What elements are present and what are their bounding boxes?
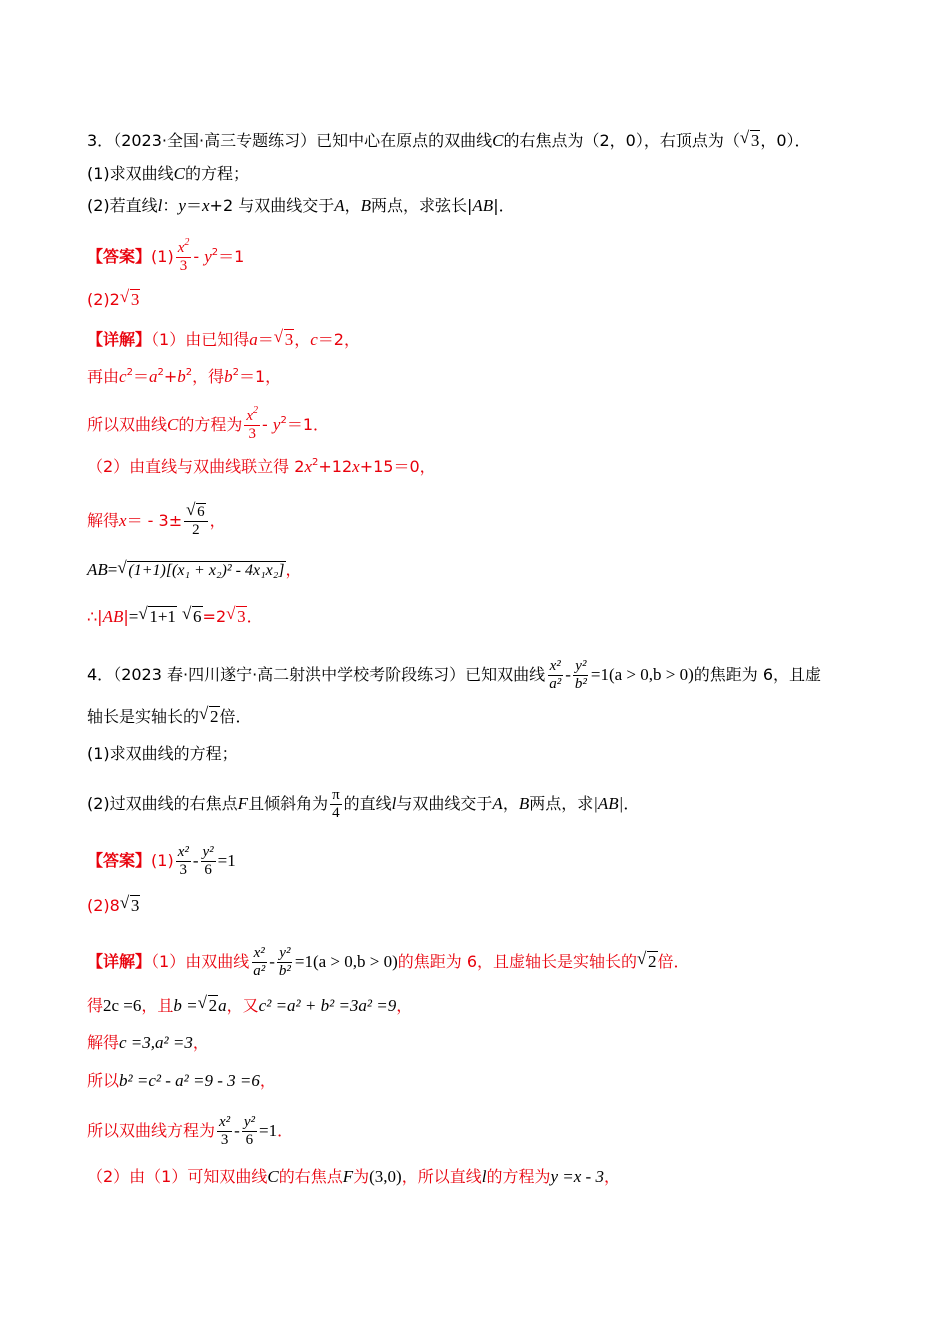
problem-number: 3． [87,131,114,150]
p4-answer-1: 【答案】(1) $\frac{\text{x²}}{3}$ - $\frac{\text{y²}}{6}$ =1 [87,844,236,878]
p3-detail-3: 所以双曲线C的方程为 $\frac{x^2}{3}$ - $y^2=1$． [87,405,330,442]
problem-source: （2023·全国·高三专题练习） [113,131,317,150]
p3-detail-1: 【详解】（1）由已知得a＝ √ 3，c＝2， [87,327,360,349]
p4-detail-4: 所以b² =c² - a² =9 - 3 =6， [87,1071,276,1090]
answer-tag: 【答案】 [87,851,152,870]
p3-detail-5: 解得x＝ - 3± √ 6 2 ， [87,500,226,538]
sqrt-3: √ 3 [739,128,760,150]
p4-detail-6: （2）由（1）可知双曲线C的右焦点F为(3,0)，所以直线l的方程为y =x - 3， [87,1167,620,1186]
p4-stem: 4．（2023 春·四川遂宁·高二射洪中学校考阶段练习）已知双曲线 $\frac{\text{x²}}{\text{a²}}$ - $\frac{\text{y²}}{\text{b²}}$ =1(a > 0,b > 0)的焦距为 6，且虚 [87,658,822,692]
p4-detail-1: 【详解】（1）由双曲线 $\frac{\text{x²}}{\text{a²}}$ - $\frac{\text{y²}}{\text{b²}}$ =1(a > 0,b > 0)的焦距为 6，且虚轴长是实轴长的 √ 2倍． [87,945,690,979]
p3-stem: 3．（2023·全国·高三专题练习）已知中心在原点的双曲线C的右焦点为（2，0），右顶点为（ √ 3，0）． [87,128,811,150]
detail-tag: 【详解】 [87,330,152,349]
p3-detail-6: AB= √ (1+1)[(x₁ + x₂)² - 4x₁x₂]， [87,558,302,579]
p4-detail-2: 得2c =6，且b = √ 2a，又c² =a² + b² =3a² =9， [87,993,413,1015]
p3-detail-2: 再由$c^2=a^2+b^2$，得$b^2=1$， [87,367,282,386]
p4-stem-2: 轴长是实轴长的 √ 2倍． [87,704,252,726]
detail-tag: 【详解】 [87,952,152,971]
p3-answer-2: (2)2 √ 3 [87,287,140,309]
p4-q1: (1)求双曲线的方程； [87,744,238,763]
p3-detail-4: （2）由直线与双曲线联立得 $2x^2+12x+15=0$， [87,457,436,476]
problem-source: （2023 春·四川遂宁·高二射洪中学校考阶段练习） [113,665,466,684]
p4-detail-3: 解得c =3,a² =3， [87,1033,209,1052]
answer-tag: 【答案】 [87,247,152,266]
p3-q2: (2)若直线l：y＝x+2 与双曲线交于A，B两点，求弦长|AB|． [87,196,515,215]
p3-q1: (1)求双曲线C的方程； [87,164,250,183]
p3-detail-7: ∴|AB|= √ 1+1 √ 6=2 √ 3． [87,604,263,626]
p4-q2: (2)过双曲线的右焦点F且倾斜角为 $\frac{\pi}{4}$ 的直线l与双曲线交于A，B两点，求|AB|． [87,787,640,821]
p4-answer-2: (2)8 √ 3 [87,893,140,915]
p4-detail-5: 所以双曲线方程为 $\frac{\text{x²}}{3}$ - $\frac{\text{y²}}{6}$ =1． [87,1114,294,1148]
p3-answer-1: 【答案】(1) $\frac{x^2}{3}$ - $y^2=1$ [87,237,245,274]
problem-number: 4． [87,665,114,684]
